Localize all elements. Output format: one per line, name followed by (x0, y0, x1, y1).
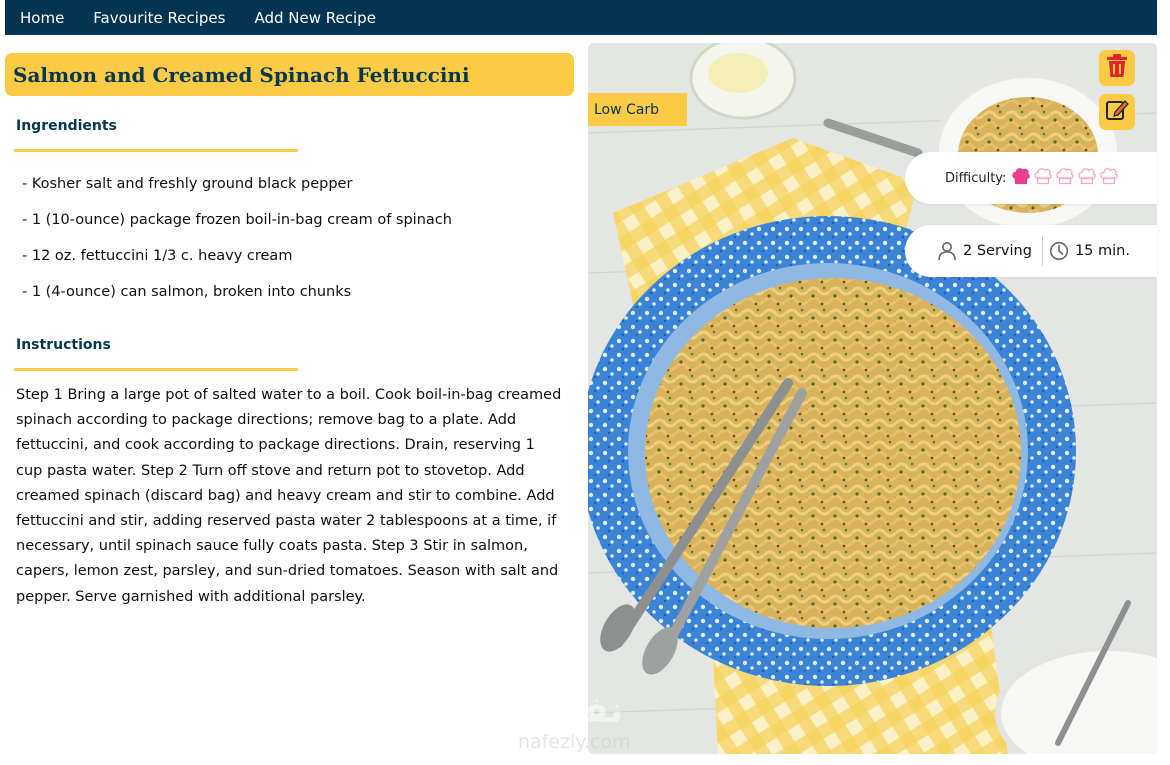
ingredient-item: - 1 (4-ounce) can salmon, broken into chunks (22, 284, 352, 300)
ingredient-item: - Kosher salt and freshly ground black pepper (22, 176, 353, 192)
difficulty-rating (1011, 166, 1121, 190)
serving-time-pill (905, 225, 1157, 277)
clock-icon (1049, 241, 1069, 261)
chef-hat-icon (1077, 166, 1097, 186)
edit-icon (1105, 98, 1129, 126)
watermark-arabic: نفذلي (513, 690, 624, 731)
nav-add-new-recipe-link[interactable]: Add New Recipe (254, 8, 376, 27)
category-tag: Low Carb (588, 93, 687, 126)
nav-home-link[interactable]: Home (20, 8, 65, 27)
instructions-text: Step 1 Bring a large pot of salted water to a boil. Cook boil-in-bag creamed spinach according to package directions; remove bag to a plate. Add fettuccini, and cook according to package directions. Drain, reserving 1 cup pasta water. Step 2 Turn off stove and return pot to stovetop. Add creamed spinach (discard bag) and heavy cream and stir to combine. Add fettuccini and stir, adding reserved pasta water 2 tablespoons at a time, if necessary, until spinach sauce fully coats pasta. Step 3 Stir in salmon, capers, lemon zest, parsley, and sun-dried tomatoes. Season with salt and pepper. Serve garnished with additional parsley. (16, 387, 562, 605)
meta-divider (1042, 236, 1043, 266)
ingredients-list (22, 174, 452, 318)
ingredients-heading: Ingrendients (16, 118, 117, 134)
nav-favourite-recipes-link[interactable]: Favourite Recipes (93, 8, 226, 27)
difficulty-label: Difficulty: (945, 170, 1007, 186)
watermark-latin: nafezly.com (518, 731, 631, 753)
time-text: 15 min. (1074, 243, 1130, 259)
difficulty-pill (905, 152, 1157, 204)
pasta-dish-illustration (588, 43, 1157, 754)
chef-hat-icon (1033, 166, 1053, 186)
ingredients-underline (14, 149, 298, 152)
ingredient-item: - 1 (10-ounce) package frozen boil-in-bag cream of spinach (22, 212, 452, 228)
person-icon (937, 241, 957, 261)
chef-hat-icon (1099, 166, 1119, 186)
recipe-title: Salmon and Creamed Spinach Fettuccini (13, 62, 470, 87)
ingredient-item: - 12 oz. fettuccini 1/3 c. heavy cream (22, 248, 293, 264)
servings-text: 2 Serving (963, 243, 1032, 259)
chef-hat-icon (1055, 166, 1075, 186)
edit-recipe-button[interactable] (1099, 94, 1135, 130)
delete-recipe-button[interactable] (1099, 50, 1135, 86)
trash-icon (1106, 54, 1128, 82)
recipe-photo (588, 43, 1157, 754)
top-navbar (5, 0, 1157, 35)
chef-hat-icon (1011, 166, 1031, 186)
instructions-heading: Instructions (16, 337, 111, 353)
recipe-title-banner (5, 53, 574, 96)
instructions-underline (14, 368, 298, 371)
